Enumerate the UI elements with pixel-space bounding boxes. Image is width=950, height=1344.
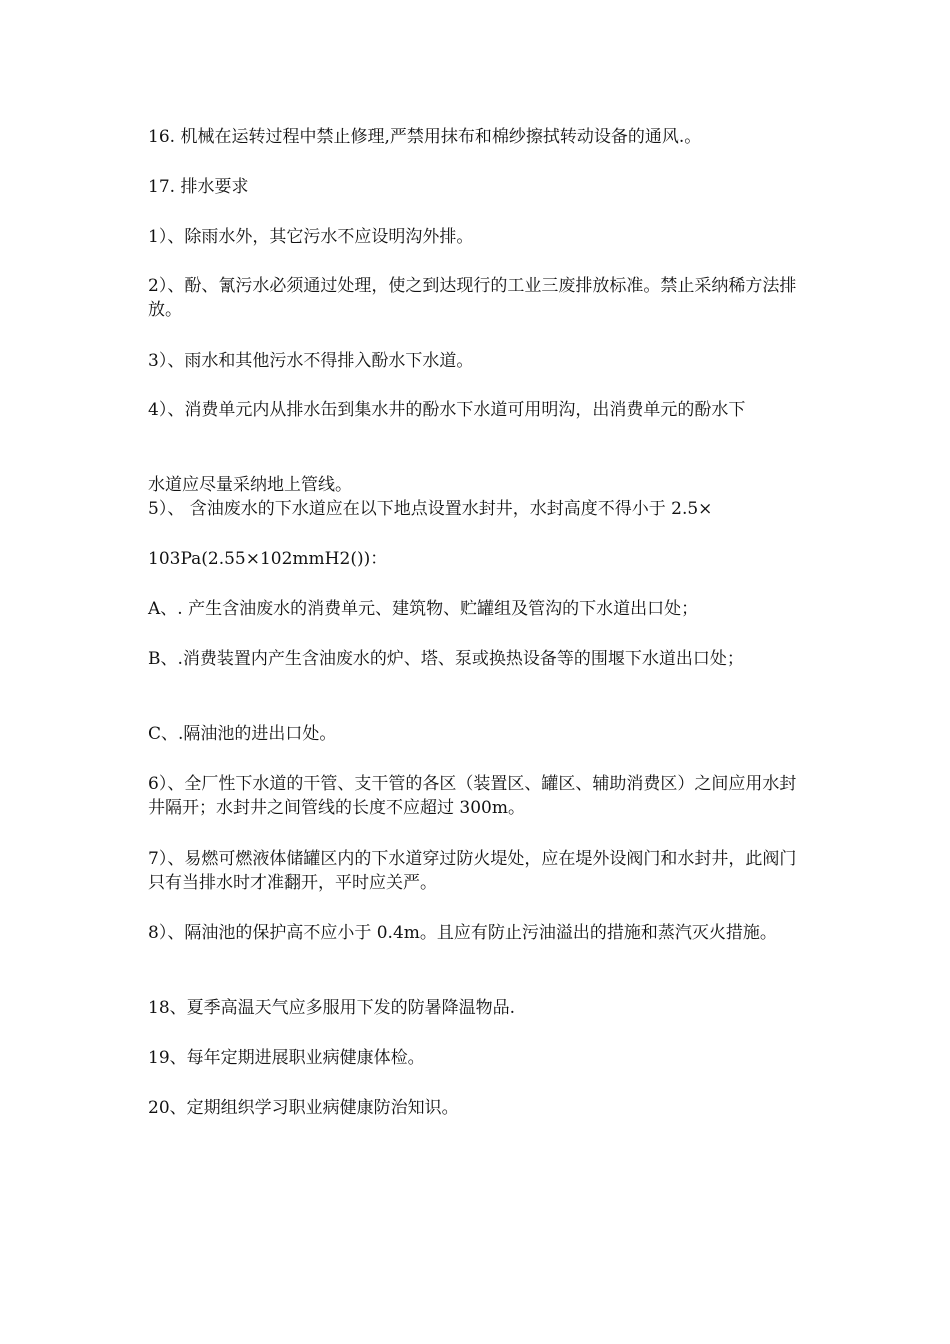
paragraph-17-item-5-b: B、.消费装置内产生含油废水的炉、塔、泵或换热设备等的围堰下水道出口处； xyxy=(148,649,744,669)
paragraph-17-item-5-formula: 103Pa(2.55×102mmH2())： xyxy=(148,549,388,569)
paragraph-16: 16. 机械在运转过程中禁止修理,严禁用抹布和棉纱擦拭转动设备的通风.。 xyxy=(148,127,702,147)
paragraph-20: 20、定期组织学习职业病健康防治知识。 xyxy=(148,1098,459,1118)
paragraph-17-item-5: 5）、 含油废水的下水道应在以下地点设置水封井，水封高度不得小于 2.5× xyxy=(148,499,713,519)
paragraph-17-heading: 17. 排水要求 xyxy=(148,177,249,197)
paragraph-17-item-7: 7）、易燃可燃液体储罐区内的下水道穿过防火堤处，应在堤外设阀门和水封井，此阀门只有当排水时才准翻开，平时应关严。 xyxy=(148,849,797,893)
paragraph-17-item-5-c: C、.隔油池的进出口处。 xyxy=(148,724,337,744)
paragraph-17-item-2: 2）、酚、氰污水必须通过处理，使之到达现行的工业三废排放标准。禁止采纳稀方法排放。 xyxy=(148,276,797,320)
paragraph-17-item-8: 8）、隔油池的保护高不应小于 0.4m。且应有防止污油溢出的措施和蒸汽灭火措施。 xyxy=(148,923,777,943)
paragraph-17-item-6: 6）、全厂性下水道的干管、支干管的各区（装置区、罐区、辅助消费区）之间应用水封井隔开；水封井之间管线的长度不应超过 300m。 xyxy=(148,774,797,818)
paragraph-18: 18、夏季高温天气应多服用下发的防暑降温物品. xyxy=(148,998,516,1018)
paragraph-17-item-1: 1）、除雨水外，其它污水不应设明沟外排。 xyxy=(148,227,474,247)
paragraph-17-item-4: 4）、消费单元内从排水缶到集水井的酚水下水道可用明沟，出消费单元的酚水下 xyxy=(148,400,746,420)
paragraph-17-item-4-continued: 水道应尽量采纳地上管线。 xyxy=(148,475,352,495)
paragraph-19: 19、每年定期进展职业病健康体检。 xyxy=(148,1048,425,1068)
paragraph-17-item-3: 3）、雨水和其他污水不得排入酚水下水道。 xyxy=(148,351,474,371)
paragraph-17-item-5-a: A、. 产生含油废水的消费单元、建筑物、贮罐组及管沟的下水道出口处； xyxy=(148,599,699,619)
